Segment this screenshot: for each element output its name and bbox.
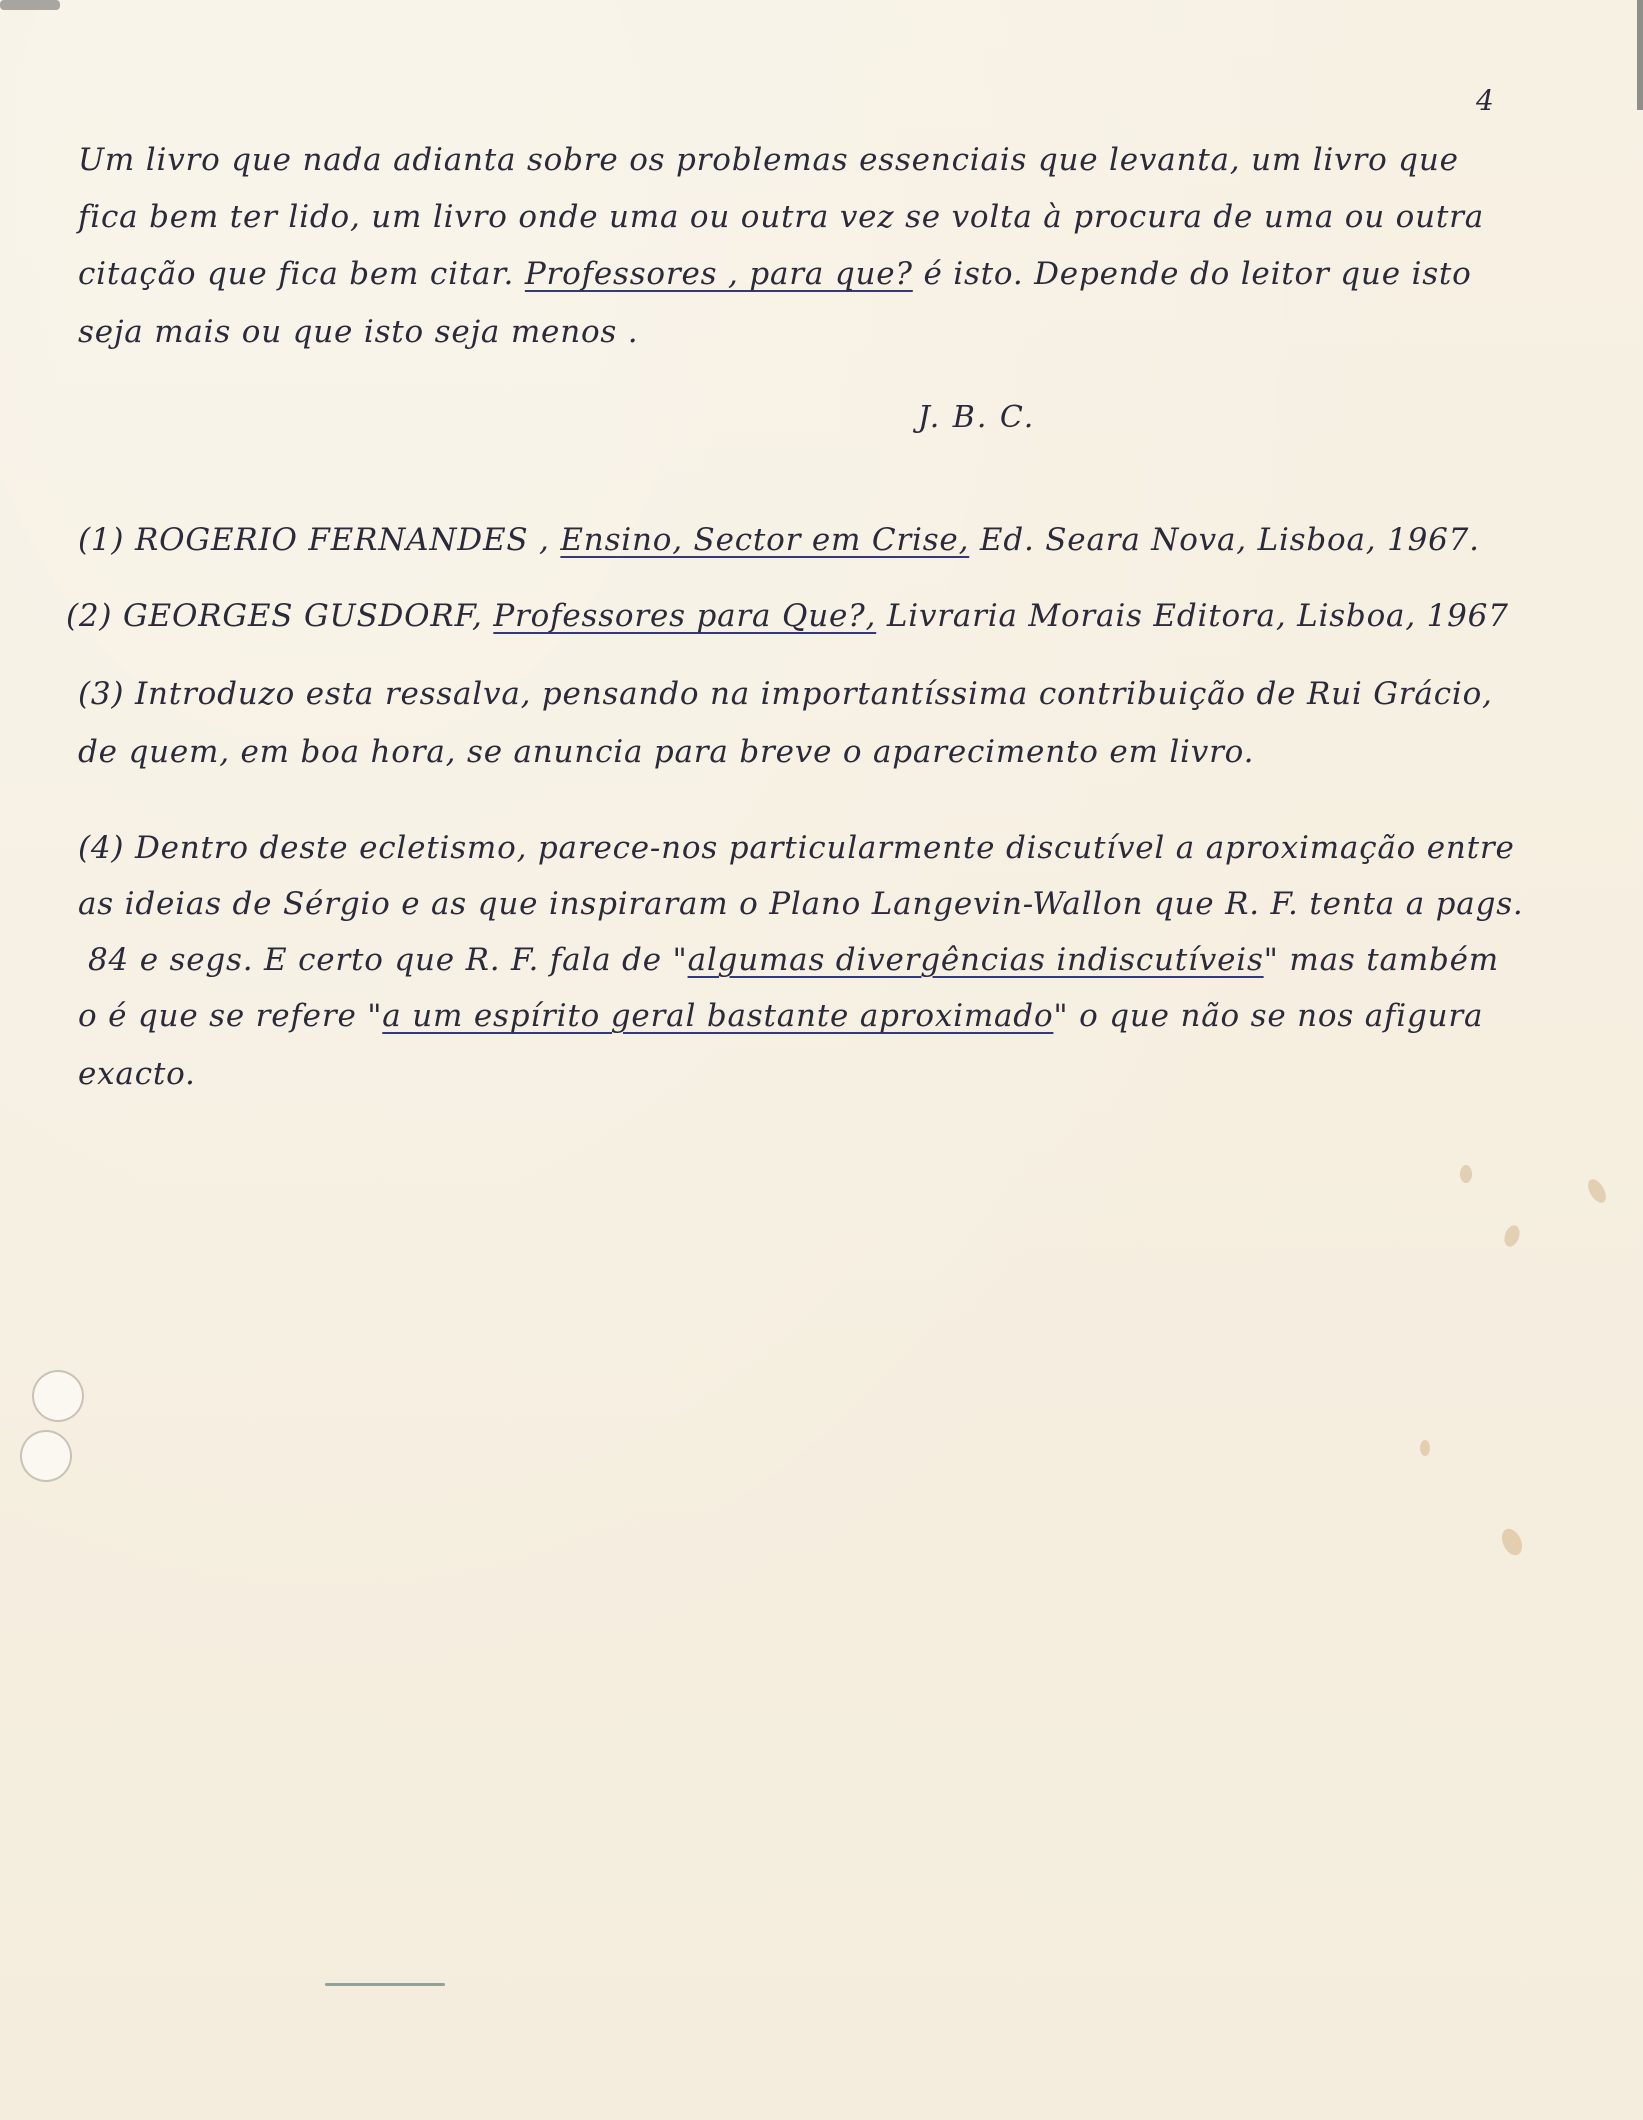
body-line-2: fica bem ter lido, um livro onde uma ou outra vez se volta à procura de uma ou outra [78, 199, 1485, 235]
footnote-3-line-2: de quem, em boa hora, se anuncia para breve o aparecimento em livro. [78, 734, 1255, 770]
footnote-4-line-3 [88, 940, 1499, 980]
paper-stain [1498, 1526, 1526, 1559]
signature-initials: J. B. C. [918, 400, 1036, 435]
paper-stain [1584, 1176, 1609, 1206]
footnote-4-line-2: as ideias de Sérgio e as que inspiraram o Plano Langevin-Wallon que R. F. tenta a pags. [78, 886, 1524, 922]
body-line-3 [78, 254, 1472, 294]
footnote-1-lead: (1) ROGERIO FERNANDES , [78, 522, 561, 558]
footnote-1-rest: Ed. Seara Nova, Lisboa, 1967. [969, 522, 1480, 558]
footnote-1-title: Ensino, Sector em Crise, [560, 522, 970, 558]
footnote-4-line-5: exacto. [78, 1056, 196, 1092]
paper-stain [1460, 1165, 1472, 1183]
book-title-professores: Professores , para que? [524, 256, 913, 292]
top-smudge [0, 0, 60, 10]
footnote-2-title: Professores para Que?, [493, 598, 877, 634]
footnote-4-line-3-start: 84 e segs. E certo que R. F. fala de " [88, 942, 688, 978]
footnote-2 [66, 596, 1509, 636]
footnote-2-lead: (2) GEORGES GUSDORF, [66, 598, 494, 634]
footnote-2-rest: Livraria Morais Editora, Lisboa, 1967 [876, 598, 1509, 634]
footnote-4-line-4-start: o é que se refere " [78, 998, 383, 1034]
page-edge-mark [1637, 0, 1643, 110]
body-line-3-end: é isto. Depende do leitor que isto [912, 256, 1472, 292]
body-line-1: Um livro que nada adianta sobre os problemas essenciais que levanta, um livro que [78, 142, 1459, 178]
footnote-4-quote-2: a um espírito geral bastante aproximado [382, 998, 1054, 1034]
page-number: 4 [1476, 84, 1494, 117]
binder-hole-2 [20, 1430, 72, 1482]
footnote-4-line-4 [78, 996, 1483, 1036]
bottom-ink-mark [325, 1983, 445, 1986]
footnote-1 [78, 520, 1480, 560]
footnote-4-line-3-end: " mas também [1263, 942, 1499, 978]
footnote-3-line-1: (3) Introduzo esta ressalva, pensando na importantíssima contribuição de Rui Grácio, [78, 676, 1493, 712]
footnote-4-line-1: (4) Dentro deste ecletismo, parece-nos particularmente discutível a aproximação entre [78, 830, 1515, 866]
body-line-4: seja mais ou que isto seja menos . [78, 314, 639, 350]
paper-stain [1420, 1440, 1430, 1456]
binder-hole-1 [32, 1370, 84, 1422]
footnote-4-line-4-end: " o que não se nos afigura [1053, 998, 1484, 1034]
paper-stain [1502, 1223, 1523, 1248]
footnote-4-quote-1: algumas divergências indiscutíveis [687, 942, 1264, 978]
body-line-3-start: citação que fica bem citar. [78, 256, 515, 292]
